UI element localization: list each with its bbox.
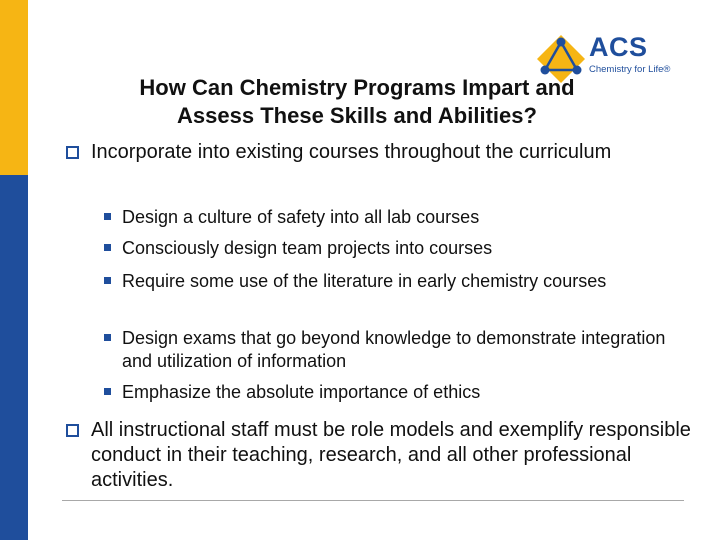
sub-bullet <box>122 270 692 293</box>
checkbox-bullet-icon <box>66 146 79 159</box>
sub-bullet-text: Emphasize the absolute importance of ethics <box>122 382 481 402</box>
footer-divider <box>62 500 684 501</box>
square-bullet-icon <box>104 213 111 220</box>
square-bullet-icon <box>104 277 111 284</box>
main-bullet-text: All instructional staff must be role models and exemplify responsible conduct in their teaching, research, and all other professional activities. <box>91 419 691 491</box>
logo-tagline: Chemistry for Life® <box>589 64 671 75</box>
checkbox-bullet-icon <box>66 424 79 437</box>
sub-bullet-text: Design a culture of safety into all lab courses <box>122 207 480 227</box>
slide-title <box>62 74 652 130</box>
title-line-1: How Can Chemistry Programs Impart and <box>139 75 575 100</box>
sidebar-accent <box>0 0 28 540</box>
sub-bullet-text: Consciously design team projects into courses <box>122 238 493 258</box>
logo-wordmark: ACS <box>589 32 648 62</box>
main-bullet-text: Incorporate into existing courses throughout the curriculum <box>91 141 612 163</box>
main-bullet-2 <box>66 418 696 493</box>
main-bullet-1 <box>66 140 696 165</box>
sub-bullet <box>122 381 692 404</box>
sub-bullet <box>122 237 692 260</box>
square-bullet-icon <box>104 244 111 251</box>
sidebar-gold-band <box>0 0 28 175</box>
sub-bullet <box>122 327 692 373</box>
sidebar-blue-band <box>0 175 28 540</box>
square-bullet-icon <box>104 334 111 341</box>
sub-bullet <box>122 206 692 229</box>
sub-bullet-text: Design exams that go beyond knowledge to demonstrate integration and utilization of information <box>122 328 666 371</box>
sub-bullet-text: Require some use of the literature in early chemistry courses <box>122 271 607 291</box>
square-bullet-icon <box>104 388 111 395</box>
title-line-2: Assess These Skills and Abilities? <box>177 103 537 128</box>
